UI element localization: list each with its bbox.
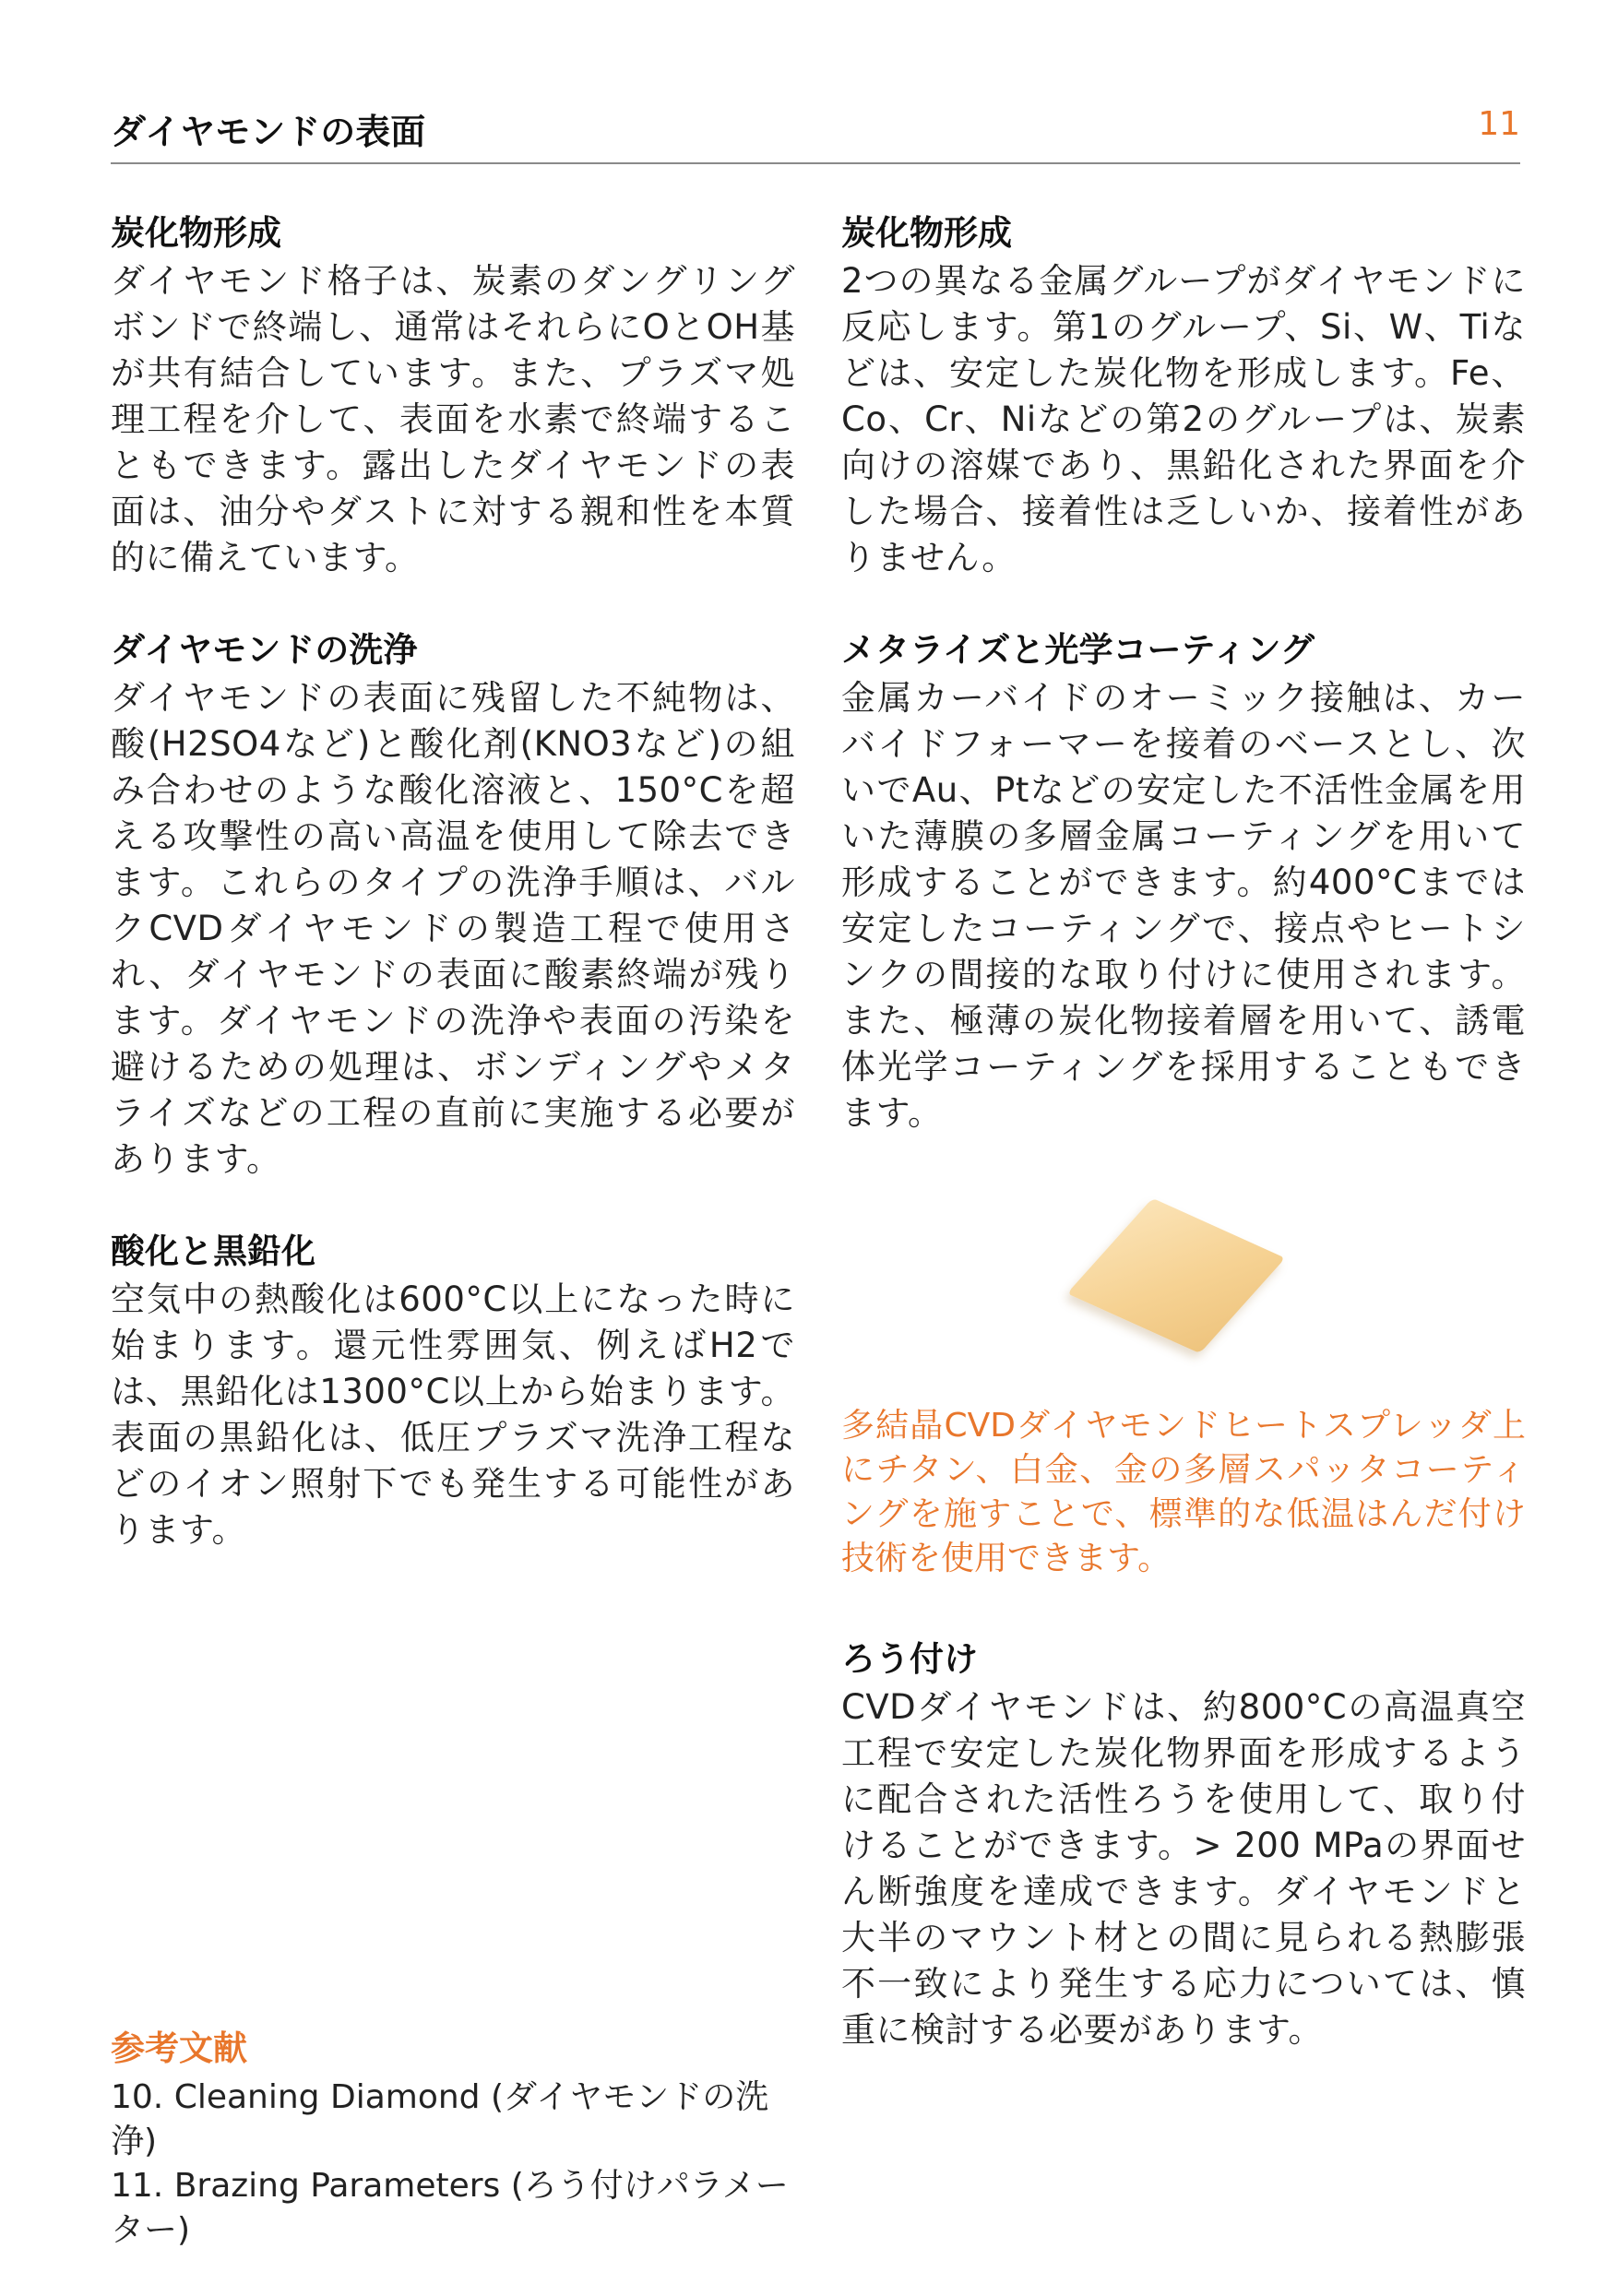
- section-body: ダイヤモンド格子は、炭素のダングリングボンドで終端し、通常はそれらにOとOH基が共有結合しています。また、プラズマ処理工程を介して、表面を水素で終端することもできます。露出したダイヤモンドの表面は、油分やダストに対する親和性を本質的に備えています。: [111, 261, 795, 577]
- coated-diamond-plate-image: [1067, 1198, 1286, 1353]
- references: [111, 2026, 795, 2253]
- references-heading: 参考文献: [111, 2028, 247, 2068]
- section-heading: 炭化物形成: [841, 213, 1012, 253]
- reference-item: 11. Brazing Parameters (ろう付けパラメーター): [111, 2167, 789, 2249]
- reference-item: 10. Cleaning Diamond (ダイヤモンドの洗浄): [111, 2078, 769, 2160]
- page-header: [111, 100, 1520, 164]
- section-heading: 酸化と黒鉛化: [111, 1231, 315, 1271]
- section-body: 空気中の熱酸化は600°C以上になった時に始まります。還元性雰囲気、例えばH2では、黒鉛化は1300°C以上から始まります。表面の黒鉛化は、低圧プラズマ洗浄工程などのイオン照射下でも発生する可能性があります。: [111, 1279, 795, 1550]
- section-carbide-formation-right: [841, 210, 1526, 581]
- section-body: CVDダイヤモンドは、約800°Cの高温真空工程で安定した炭化物界面を形成するように配合された活性ろうを使用して、取り付けることができます。> 200 MPaの界面せん断強度を達成できます。ダイヤモンドと大半のマウント材との間に見られる熱膨張不一致により発生する応力については、慎重に検討する必要があります。: [841, 1687, 1526, 2050]
- section-body: 2つの異なる金属グループがダイヤモンドに反応します。第1のグループ、Si、W、Tiなどは、安定した炭化物を形成します。Fe、Co、Cr、Niなどの第2のグループは、炭素向けの溶媒であり、黒鉛化された界面を介した場合、接着性は乏しいか、接着性がありません。: [841, 261, 1526, 577]
- image-caption: 多結晶CVDダイヤモンドヒートスプレッダ上にチタン、白金、金の多層スパッタコーティングを施すことで、標準的な低温はんだ付け技術を使用できます。: [841, 1407, 1526, 1577]
- section-heading: メタライズと光学コーティング: [841, 630, 1315, 670]
- section-brazing: [841, 1636, 1526, 2053]
- section-body: ダイヤモンドの表面に残留した不純物は、酸(H2SO4など)と酸化剤(KNO3など)の組み合わせのような酸化溶液と、150°Cを超える攻撃性の高い高温を使用して除去できます。これらのタイプの洗浄手順は、バルクCVDダイヤモンドの製造工程で使用され、ダイヤモンドの表面に酸素終端が残ります。ダイヤモンドの洗浄や表面の汚染を避けるための処理は、ボンディングやメタライズなどの工程の直前に実施する必要があります。: [111, 678, 795, 1179]
- section-metallization-optical-coating: [841, 627, 1526, 1136]
- right-column: [841, 210, 1526, 2100]
- section-carbide-formation-left: [111, 210, 795, 581]
- page-title: ダイヤモンドの表面: [111, 112, 426, 152]
- section-oxidation-graphitization: [111, 1229, 795, 1553]
- left-column: [111, 210, 795, 1600]
- heat-spreader-photo: [841, 1183, 1526, 1386]
- page-number: 11: [1478, 105, 1520, 143]
- section-heading: 炭化物形成: [111, 213, 281, 253]
- section-diamond-cleaning: [111, 627, 795, 1183]
- section-body: 金属カーバイドのオーミック接触は、カーバイドフォーマーを接着のベースとし、次いでAu、Ptなどの安定した不活性金属を用いた薄膜の多層金属コーティングを用いて形成することができます。約400°Cまでは安定したコーティングで、接点やヒートシンクの間接的な取り付けに使用されます。また、極薄の炭化物接着層を用いて、誘電体光学コーティングを採用することもできます。: [841, 678, 1526, 1133]
- section-heading: ダイヤモンドの洗浄: [111, 630, 418, 670]
- section-heading: ろう付け: [841, 1639, 978, 1679]
